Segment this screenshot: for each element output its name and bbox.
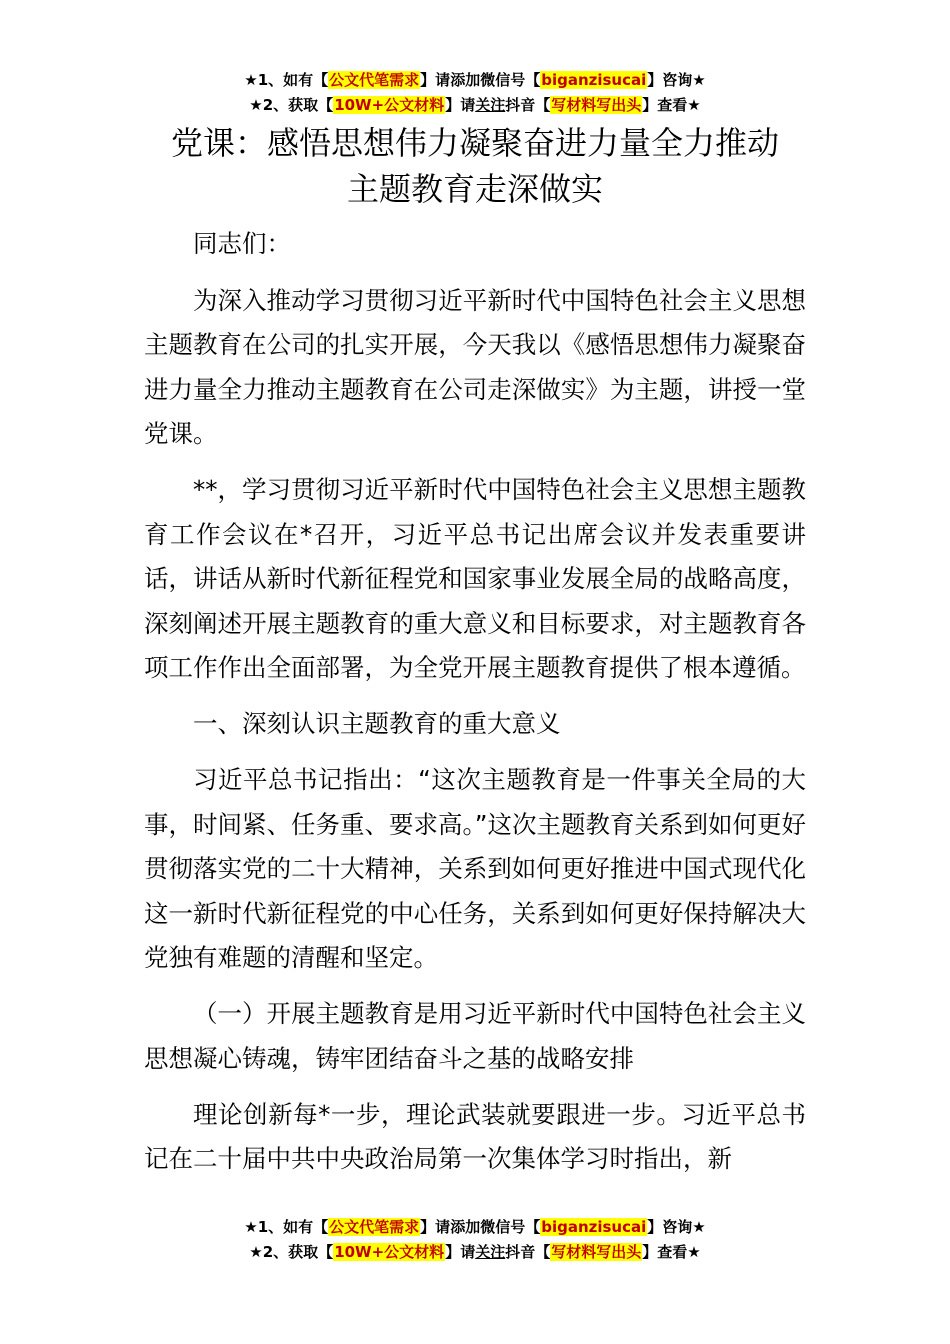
subsection-heading: （一）开展主题教育是用习近平新时代中国特色社会主义思想凝心铸魂，铸牢团结奋斗之基的战略安排 xyxy=(144,999,806,1073)
footer-banner xyxy=(0,1215,950,1265)
banner-line-1 xyxy=(0,1215,950,1240)
document-body xyxy=(144,222,806,1193)
header-banner xyxy=(0,68,950,118)
banner-highlight: biganzisucai xyxy=(541,1218,647,1236)
banner-text: 】查看★ xyxy=(642,1243,701,1261)
banner-text: ★1、如有【 xyxy=(244,1218,329,1236)
banner-emphasis: 关注 xyxy=(475,96,506,114)
banner-text: 】咨询★ xyxy=(647,71,706,89)
banner-highlight: 写材料写出头 xyxy=(551,96,642,114)
banner-highlight: 公文代笔需求 xyxy=(329,71,420,89)
paragraph: 理论创新每*一步，理论武装就要跟进一步。习近平总书记在二十届中共中央政治局第一次集体学习时指出，新 xyxy=(144,1099,806,1173)
banner-text: 抖音【 xyxy=(505,1243,551,1261)
banner-text: 】请 xyxy=(445,1243,476,1261)
paragraph: 为深入推动学习贯彻习近平新时代中国特色社会主义思想主题教育在公司的扎实开展，今天我以《感悟思想伟力凝聚奋进力量全力推动主题教育在公司走深做实》为主题，讲授一堂党课。 xyxy=(144,285,806,448)
banner-highlight: 公文代笔需求 xyxy=(329,1218,420,1236)
banner-line-2 xyxy=(0,1240,950,1265)
banner-text: 微信号【 xyxy=(480,71,541,89)
banner-line-1 xyxy=(0,68,950,93)
banner-text: 】咨询★ xyxy=(647,1218,706,1236)
banner-text: 】请 xyxy=(420,71,451,89)
banner-text: ★1、如有【 xyxy=(244,71,329,89)
section-heading: 一、深刻认识主题教育的重大意义 xyxy=(193,709,561,738)
banner-emphasis: 添加 xyxy=(450,71,481,89)
banner-text: 抖音【 xyxy=(505,96,551,114)
banner-text: 】查看★ xyxy=(642,96,701,114)
banner-text: ★2、获取【 xyxy=(249,96,334,114)
banner-line-2 xyxy=(0,93,950,118)
banner-highlight: 写材料写出头 xyxy=(551,1243,642,1261)
banner-text: 】请 xyxy=(445,96,476,114)
title-line-1: 党课：感悟思想伟力凝聚奋进力量全力推动 xyxy=(170,124,779,162)
document-title xyxy=(0,120,950,212)
banner-emphasis: 关注 xyxy=(475,1243,506,1261)
banner-emphasis: 添加 xyxy=(450,1218,481,1236)
title-line-2: 主题教育走深做实 xyxy=(346,170,603,208)
paragraph: 习近平总书记指出：“这次主题教育是一件事关全局的大事，时间紧、任务重、要求高。”这次主题教育关系到如何更好贯彻落实党的二十大精神，关系到如何更好推进中国式现代化这一新时代新征程党的中心任务，关系到如何更好保持解决大党独有难题的清醒和坚定。 xyxy=(144,765,806,972)
banner-text: ★2、获取【 xyxy=(249,1243,334,1261)
banner-highlight: 10W+公文材料 xyxy=(334,96,445,114)
banner-text: 】请 xyxy=(420,1218,451,1236)
greeting: 同志们： xyxy=(193,229,291,258)
banner-text: 微信号【 xyxy=(480,1218,541,1236)
banner-highlight: 10W+公文材料 xyxy=(334,1243,445,1261)
banner-highlight: biganzisucai xyxy=(541,71,647,89)
paragraph: **，学习贯彻习近平新时代中国特色社会主义思想主题教育工作会议在*召开，习近平总书记出席会议并发表重要讲话，讲话从新时代新征程党和国家事业发展全局的战略高度，深刻阐述开展主题教育的重大意义和目标要求，对主题教育各项工作作出全面部署，为全党开展主题教育提供了根本遵循。 xyxy=(144,475,806,682)
